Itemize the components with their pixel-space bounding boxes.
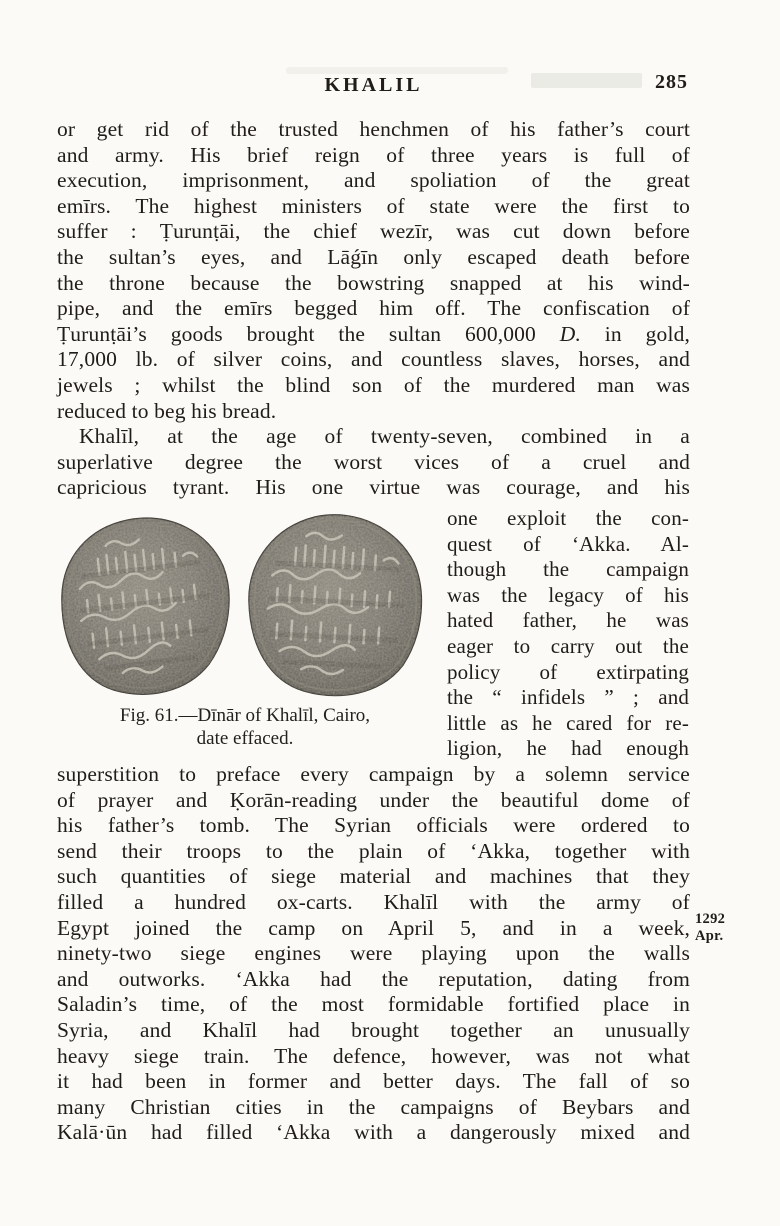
text-line: and army. His brief reign of three years is full of bbox=[57, 142, 690, 167]
text-line: Fig. 61.—Dīnār of Khalīl, Cairo, bbox=[119, 705, 371, 726]
paragraph-3 bbox=[57, 762, 690, 1146]
text-line: eager to carry out the bbox=[447, 633, 689, 658]
text-segment: in gold, bbox=[580, 321, 690, 346]
text-line: Kalā·ūn had filled ‘Akka with a dangerously mixed and bbox=[57, 1120, 690, 1145]
text-line: of prayer and Ḳorān-reading under the beautiful dome of bbox=[57, 787, 690, 812]
text-line: Syria, and Khalīl had brought together an unusually bbox=[57, 1017, 690, 1042]
text-line: Saladin’s time, of the most formidable fortified place in bbox=[57, 992, 690, 1017]
text-line: filled a hundred ox-carts. Khalīl with the army of bbox=[57, 889, 690, 914]
narrow-text-column bbox=[447, 506, 689, 762]
text-segment: Ṭurunṭāi’s goods brought the sultan 600,000 bbox=[57, 321, 560, 346]
scan-smudge bbox=[286, 67, 508, 74]
text-line: the “ infidels ” ; and bbox=[447, 685, 689, 710]
text-line: 1292 bbox=[695, 911, 726, 927]
text-line: such quantities of siege material and machines that they bbox=[57, 864, 690, 889]
coin-obverse bbox=[62, 518, 229, 694]
text-line: date effaced. bbox=[196, 728, 294, 749]
text-line: the throne because the bowstring snapped at his wind- bbox=[57, 270, 690, 295]
running-title: KHALIL bbox=[324, 74, 423, 96]
text-line: one exploit the con- bbox=[447, 506, 689, 530]
text-line: though the campaign bbox=[447, 557, 689, 582]
figure-caption bbox=[57, 704, 433, 750]
text-line: capricious tyrant. His one virtue was courage, and his bbox=[57, 475, 690, 500]
figure-caption-lines bbox=[57, 704, 433, 750]
text-line: superstition to preface every campaign by a solemn service bbox=[57, 762, 690, 786]
text-line: hated father, he was bbox=[447, 608, 689, 633]
text-line: and outworks. ‘Akka had the reputation, dating from bbox=[57, 966, 690, 991]
text-line: send their troops to the plain of ‘Akka, together with bbox=[57, 838, 690, 863]
text-line: ligion, he had enough bbox=[447, 736, 689, 761]
text-line: was the legacy of his bbox=[447, 582, 689, 607]
text-line: emīrs. The highest ministers of state were the first to bbox=[57, 193, 690, 218]
margin-date-note bbox=[695, 911, 765, 944]
text-line: policy of extirpating bbox=[447, 659, 689, 684]
paragraph-1-lines-b bbox=[57, 347, 690, 398]
text-line: pipe, and the emīrs begged him off. The confiscation of bbox=[57, 296, 690, 321]
text-line: 17,000 lb. of silver coins, and countless slaves, horses, and bbox=[57, 347, 690, 372]
text-line: jewels ; whilst the blind son of the murdered man was bbox=[57, 372, 690, 397]
text-line: Apr. bbox=[695, 927, 724, 944]
text-line: or get rid of the trusted henchmen of his father’s court bbox=[57, 117, 690, 141]
text-line: Egypt joined the camp on April 5, and in a week, bbox=[57, 915, 690, 940]
paragraph-1 bbox=[57, 117, 690, 424]
text-line: suffer : Ṭurunṭāi, the chief wezīr, was cut down before bbox=[57, 219, 690, 244]
margin-note-lines bbox=[695, 911, 765, 944]
text-line: heavy siege train. The defence, however, was not what bbox=[57, 1043, 690, 1068]
figure-coins-image bbox=[56, 512, 432, 698]
paragraph-1-last-line: reduced to beg his bread. bbox=[57, 398, 277, 423]
paragraph-3-lines bbox=[57, 762, 690, 1146]
text-line: execution, imprisonment, and spoliation of the great bbox=[57, 168, 690, 193]
paragraph-2 bbox=[57, 424, 690, 501]
text-line: superlative degree the worst vices of a cruel and bbox=[57, 449, 690, 474]
text-line-gold bbox=[57, 322, 690, 348]
paragraph-2-lines bbox=[57, 450, 690, 501]
text-line: it had been in former and better days. The fall of so bbox=[57, 1069, 690, 1094]
text-segment-italic: D. bbox=[559, 321, 581, 346]
text-line: his father’s tomb. The Syrian officials were ordered to bbox=[57, 813, 690, 838]
paragraph-2-first-line: Khalīl, at the age of twenty-seven, combined in a bbox=[79, 424, 690, 448]
page-number: 285 bbox=[655, 71, 688, 93]
text-line: ninety-two siege engines were playing upon the walls bbox=[57, 941, 690, 966]
text-line: little as he cared for re- bbox=[447, 710, 689, 735]
paragraph-1-lines-a bbox=[57, 117, 690, 322]
text-line: quest of ‘Akka. Al- bbox=[447, 531, 689, 556]
coin-reverse bbox=[249, 515, 421, 696]
narrow-column-lines bbox=[447, 506, 689, 762]
text-line: many Christian cities in the campaigns of Beybars and bbox=[57, 1094, 690, 1119]
text-line: the sultan’s eyes, and Lāǵīn only escaped death before bbox=[57, 244, 690, 269]
